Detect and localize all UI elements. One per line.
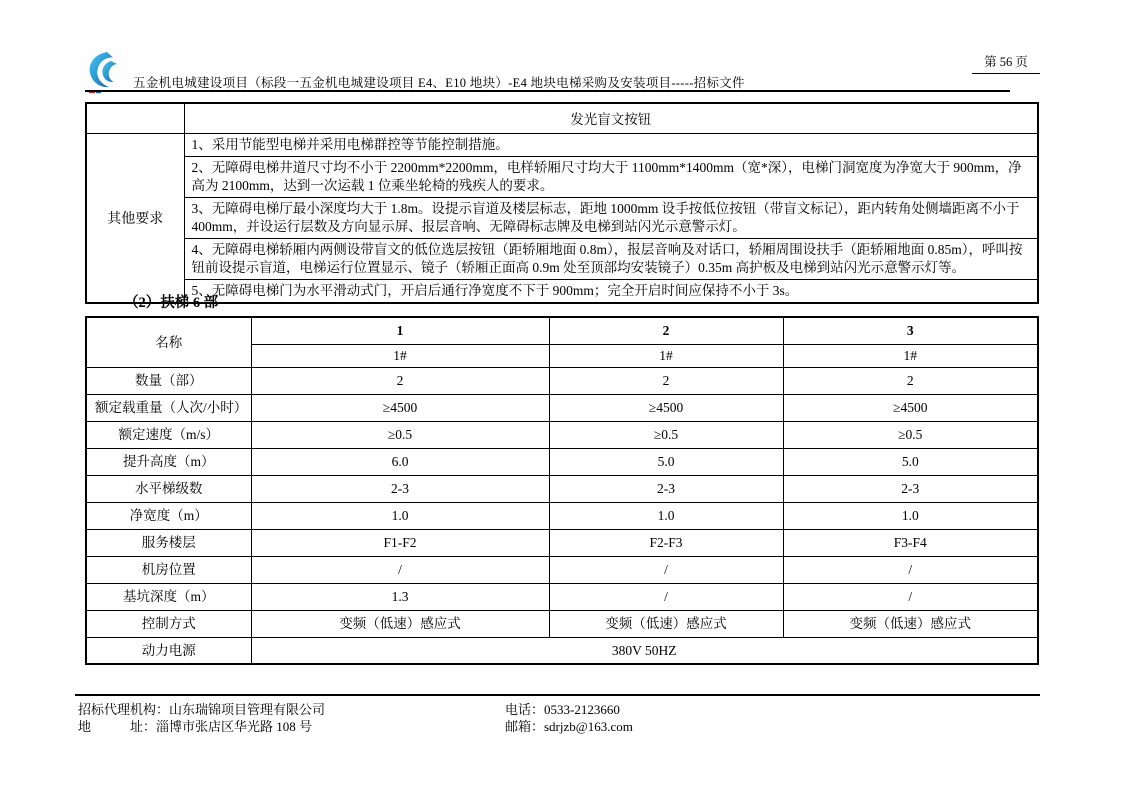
requirement-item: 1、采用节能型电梯并采用电梯群控等节能控制措施。 bbox=[184, 133, 1038, 156]
column-sub-header: 1# bbox=[251, 344, 549, 367]
spec-value: ≥4500 bbox=[783, 394, 1038, 421]
spec-value: 2-3 bbox=[549, 475, 783, 502]
spec-value: ≥4500 bbox=[549, 394, 783, 421]
header-divider bbox=[85, 90, 1010, 92]
table-row bbox=[86, 610, 1038, 637]
column-sub-header: 1# bbox=[783, 344, 1038, 367]
page-number: 第 56 页 bbox=[972, 52, 1040, 74]
spec-value: 1.0 bbox=[251, 502, 549, 529]
footer-agency: 招标代理机构：山东瑞锦项目管理有限公司 bbox=[78, 702, 326, 717]
spec-value: 1.0 bbox=[549, 502, 783, 529]
table-row bbox=[86, 394, 1038, 421]
spec-value: ≥0.5 bbox=[251, 421, 549, 448]
table-row bbox=[86, 583, 1038, 610]
column-group-header: 2 bbox=[549, 317, 783, 344]
spec-value: 2 bbox=[251, 367, 549, 394]
spec-value: 2-3 bbox=[783, 475, 1038, 502]
table-row bbox=[86, 317, 1038, 344]
table-row bbox=[86, 448, 1038, 475]
empty-cell bbox=[86, 103, 184, 133]
other-requirements-label: 其他要求 bbox=[86, 133, 184, 303]
footer-address: 地 址：淄博市张店区华光路 108 号 bbox=[78, 719, 313, 734]
other-requirements-table bbox=[85, 102, 1039, 304]
spec-value: 变频（低速）感应式 bbox=[251, 610, 549, 637]
row-label: 服务楼层 bbox=[86, 529, 251, 556]
requirement-item: 2、无障碍电梯井道尺寸均不小于 2200mm*2200mm，电样轿厢尺寸均大于 1100mm*1400mm（宽*深），电梯门洞宽度为净宽大于 900mm，净高为 2100mm，达到一次运载 1 位乘坐轮椅的残疾人的要求。 bbox=[184, 156, 1038, 197]
column-group-header: 3 bbox=[783, 317, 1038, 344]
spec-value: / bbox=[549, 556, 783, 583]
footer-email: 邮箱：sdrjzb@163.com bbox=[505, 719, 633, 734]
row-label: 控制方式 bbox=[86, 610, 251, 637]
spec-value: 变频（低速）感应式 bbox=[783, 610, 1038, 637]
spec-value: 5.0 bbox=[549, 448, 783, 475]
spec-value: 变频（低速）感应式 bbox=[549, 610, 783, 637]
braille-button-header-cell: 发光盲文按钮 bbox=[184, 103, 1038, 133]
row-label: 额定载重量（人次/小时） bbox=[86, 394, 251, 421]
table-row bbox=[86, 197, 1038, 238]
spec-value: ≥4500 bbox=[251, 394, 549, 421]
escalator-section-heading: （2）扶梯 6 部 bbox=[124, 295, 219, 311]
spec-value: / bbox=[251, 556, 549, 583]
table-row bbox=[86, 133, 1038, 156]
spec-value: 5.0 bbox=[783, 448, 1038, 475]
document-header-title: 五金机电城建设项目（标段一五金机电城建设项目 E4、E10 地块）-E4 地块电梯采购及安装项目-----招标文件 bbox=[133, 76, 745, 90]
table-row bbox=[86, 367, 1038, 394]
spec-value: / bbox=[783, 556, 1038, 583]
spec-value: 1.3 bbox=[251, 583, 549, 610]
spec-value: 1.0 bbox=[783, 502, 1038, 529]
table-row bbox=[86, 103, 1038, 133]
escalator-spec-table bbox=[85, 316, 1039, 665]
column-group-header: 1 bbox=[251, 317, 549, 344]
name-header-cell: 名称 bbox=[86, 317, 251, 367]
spec-value: 2 bbox=[549, 367, 783, 394]
spec-value: ≥0.5 bbox=[783, 421, 1038, 448]
footer-phone: 电话：0533-2123660 bbox=[505, 702, 620, 717]
row-label: 提升高度（m） bbox=[86, 448, 251, 475]
table-row bbox=[86, 502, 1038, 529]
table-row bbox=[86, 421, 1038, 448]
table-row bbox=[86, 475, 1038, 502]
table-row bbox=[86, 279, 1038, 303]
spec-value: 2 bbox=[783, 367, 1038, 394]
spec-value: F2-F3 bbox=[549, 529, 783, 556]
row-label: 额定速度（m/s） bbox=[86, 421, 251, 448]
row-label: 数量（部） bbox=[86, 367, 251, 394]
table-row bbox=[86, 238, 1038, 279]
row-label: 水平梯级数 bbox=[86, 475, 251, 502]
spec-value: 2-3 bbox=[251, 475, 549, 502]
spec-value: F3-F4 bbox=[783, 529, 1038, 556]
spec-value: 6.0 bbox=[251, 448, 549, 475]
row-label: 动力电源 bbox=[86, 637, 251, 664]
requirement-item: 5、无障碍电梯门为水平滑动式门，开启后通行净宽度不下于 900mm；完全开启时间应保持不小于 3s。 bbox=[184, 279, 1038, 303]
table-row bbox=[86, 556, 1038, 583]
column-sub-header: 1# bbox=[549, 344, 783, 367]
table-row bbox=[86, 156, 1038, 197]
spec-value: / bbox=[549, 583, 783, 610]
requirement-item: 3、无障碍电梯厅最小深度均大于 1.8m。设提示盲道及楼层标志，距地 1000mm 设手按低位按钮（带盲文标记），距内转角处侧墙距离不小于 400mm，并设运行层数及方向显示屏、报层音响、无障碍标志牌及电梯到站闪光示意警示灯。 bbox=[184, 197, 1038, 238]
row-label: 基坑深度（m） bbox=[86, 583, 251, 610]
row-label: 机房位置 bbox=[86, 556, 251, 583]
requirement-item: 4、无障碍电梯轿厢内两侧设带盲文的低位选层按钮（距轿厢地面 0.8m），报层音响及对话口，轿厢周围设扶手（距轿厢地面 0.85m），呼叫按钮前设提示盲道，电梯运行位置显示、镜子（轿厢正面高 0.9m 处至顶部均安装镜子）0.35m 高护板及电梯到站闪光示意警示灯等。 bbox=[184, 238, 1038, 279]
row-label: 净宽度（m） bbox=[86, 502, 251, 529]
spec-value: F1-F2 bbox=[251, 529, 549, 556]
spec-value: / bbox=[783, 583, 1038, 610]
table-row bbox=[86, 529, 1038, 556]
table-row bbox=[86, 637, 1038, 664]
spec-value: ≥0.5 bbox=[549, 421, 783, 448]
footer-divider bbox=[75, 694, 1040, 696]
spec-value-merged: 380V 50HZ bbox=[251, 637, 1038, 664]
